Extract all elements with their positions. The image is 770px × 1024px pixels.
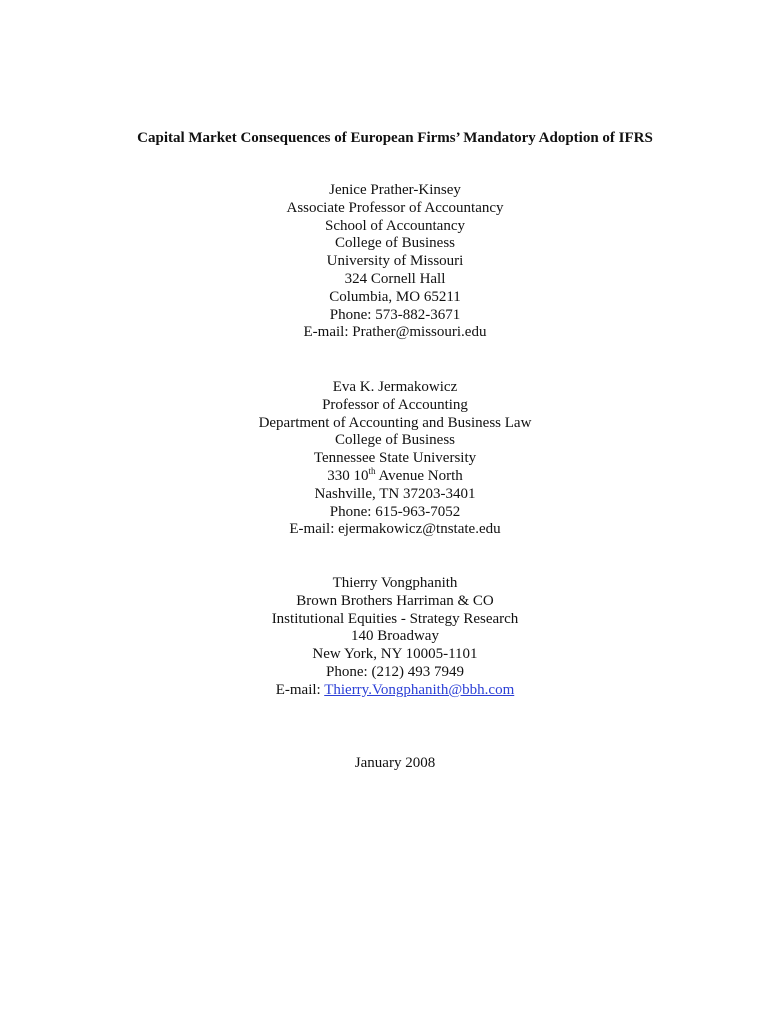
author-address: 140 Broadway xyxy=(351,628,439,645)
ordinal-suffix: th xyxy=(368,465,376,476)
author-city: Columbia, MO 65211 xyxy=(329,288,461,305)
author-university: Tennessee State University xyxy=(313,450,477,467)
author-position: Associate Professor of Accountancy xyxy=(286,199,504,216)
author-company: Brown Brothers Harriman & CO xyxy=(296,592,494,609)
author-phone: Phone: (212) 493 7949 xyxy=(326,663,464,680)
author-email xyxy=(0,682,770,700)
paper-title: Capital Market Consequences of European Firms’ Mandatory Adoption of IFRS xyxy=(137,130,653,146)
author-position: Professor of Accounting xyxy=(322,396,468,413)
author-block-2 xyxy=(0,379,770,539)
author-address xyxy=(0,465,770,486)
author-name: Thierry Vongphanith xyxy=(332,575,458,591)
author-name: Eva K. Jermakowicz xyxy=(332,379,458,395)
author-block-3 xyxy=(0,575,770,700)
author-city: New York, NY 10005-1101 xyxy=(312,646,478,663)
author-department: Department of Accounting and Business Law xyxy=(258,414,532,431)
author-name: Jenice Prather-Kinsey xyxy=(329,182,461,198)
email-link[interactable]: Thierry.Vongphanith@bbh.com xyxy=(324,681,515,698)
author-city: Nashville, TN 37203-3401 xyxy=(314,485,476,502)
publication-date: January 2008 xyxy=(354,755,436,771)
author-block-1 xyxy=(0,182,770,342)
author-department: Institutional Equities - Strategy Research xyxy=(271,610,519,627)
author-address: 324 Cornell Hall xyxy=(344,270,446,287)
author-college: College of Business xyxy=(335,235,455,252)
address-number: 330 10 xyxy=(327,467,369,484)
author-email: E-mail: Prather@missouri.edu xyxy=(303,324,487,341)
author-phone: Phone: 615-963-7052 xyxy=(329,503,461,520)
author-college: College of Business xyxy=(335,432,455,449)
author-email: E-mail: ejermakowicz@tnstate.edu xyxy=(289,521,501,538)
email-label: E-mail: xyxy=(275,681,325,698)
author-university: University of Missouri xyxy=(326,253,464,270)
author-department: School of Accountancy xyxy=(325,217,465,234)
address-street: Avenue North xyxy=(375,467,463,484)
author-phone: Phone: 573-882-3671 xyxy=(329,306,461,323)
